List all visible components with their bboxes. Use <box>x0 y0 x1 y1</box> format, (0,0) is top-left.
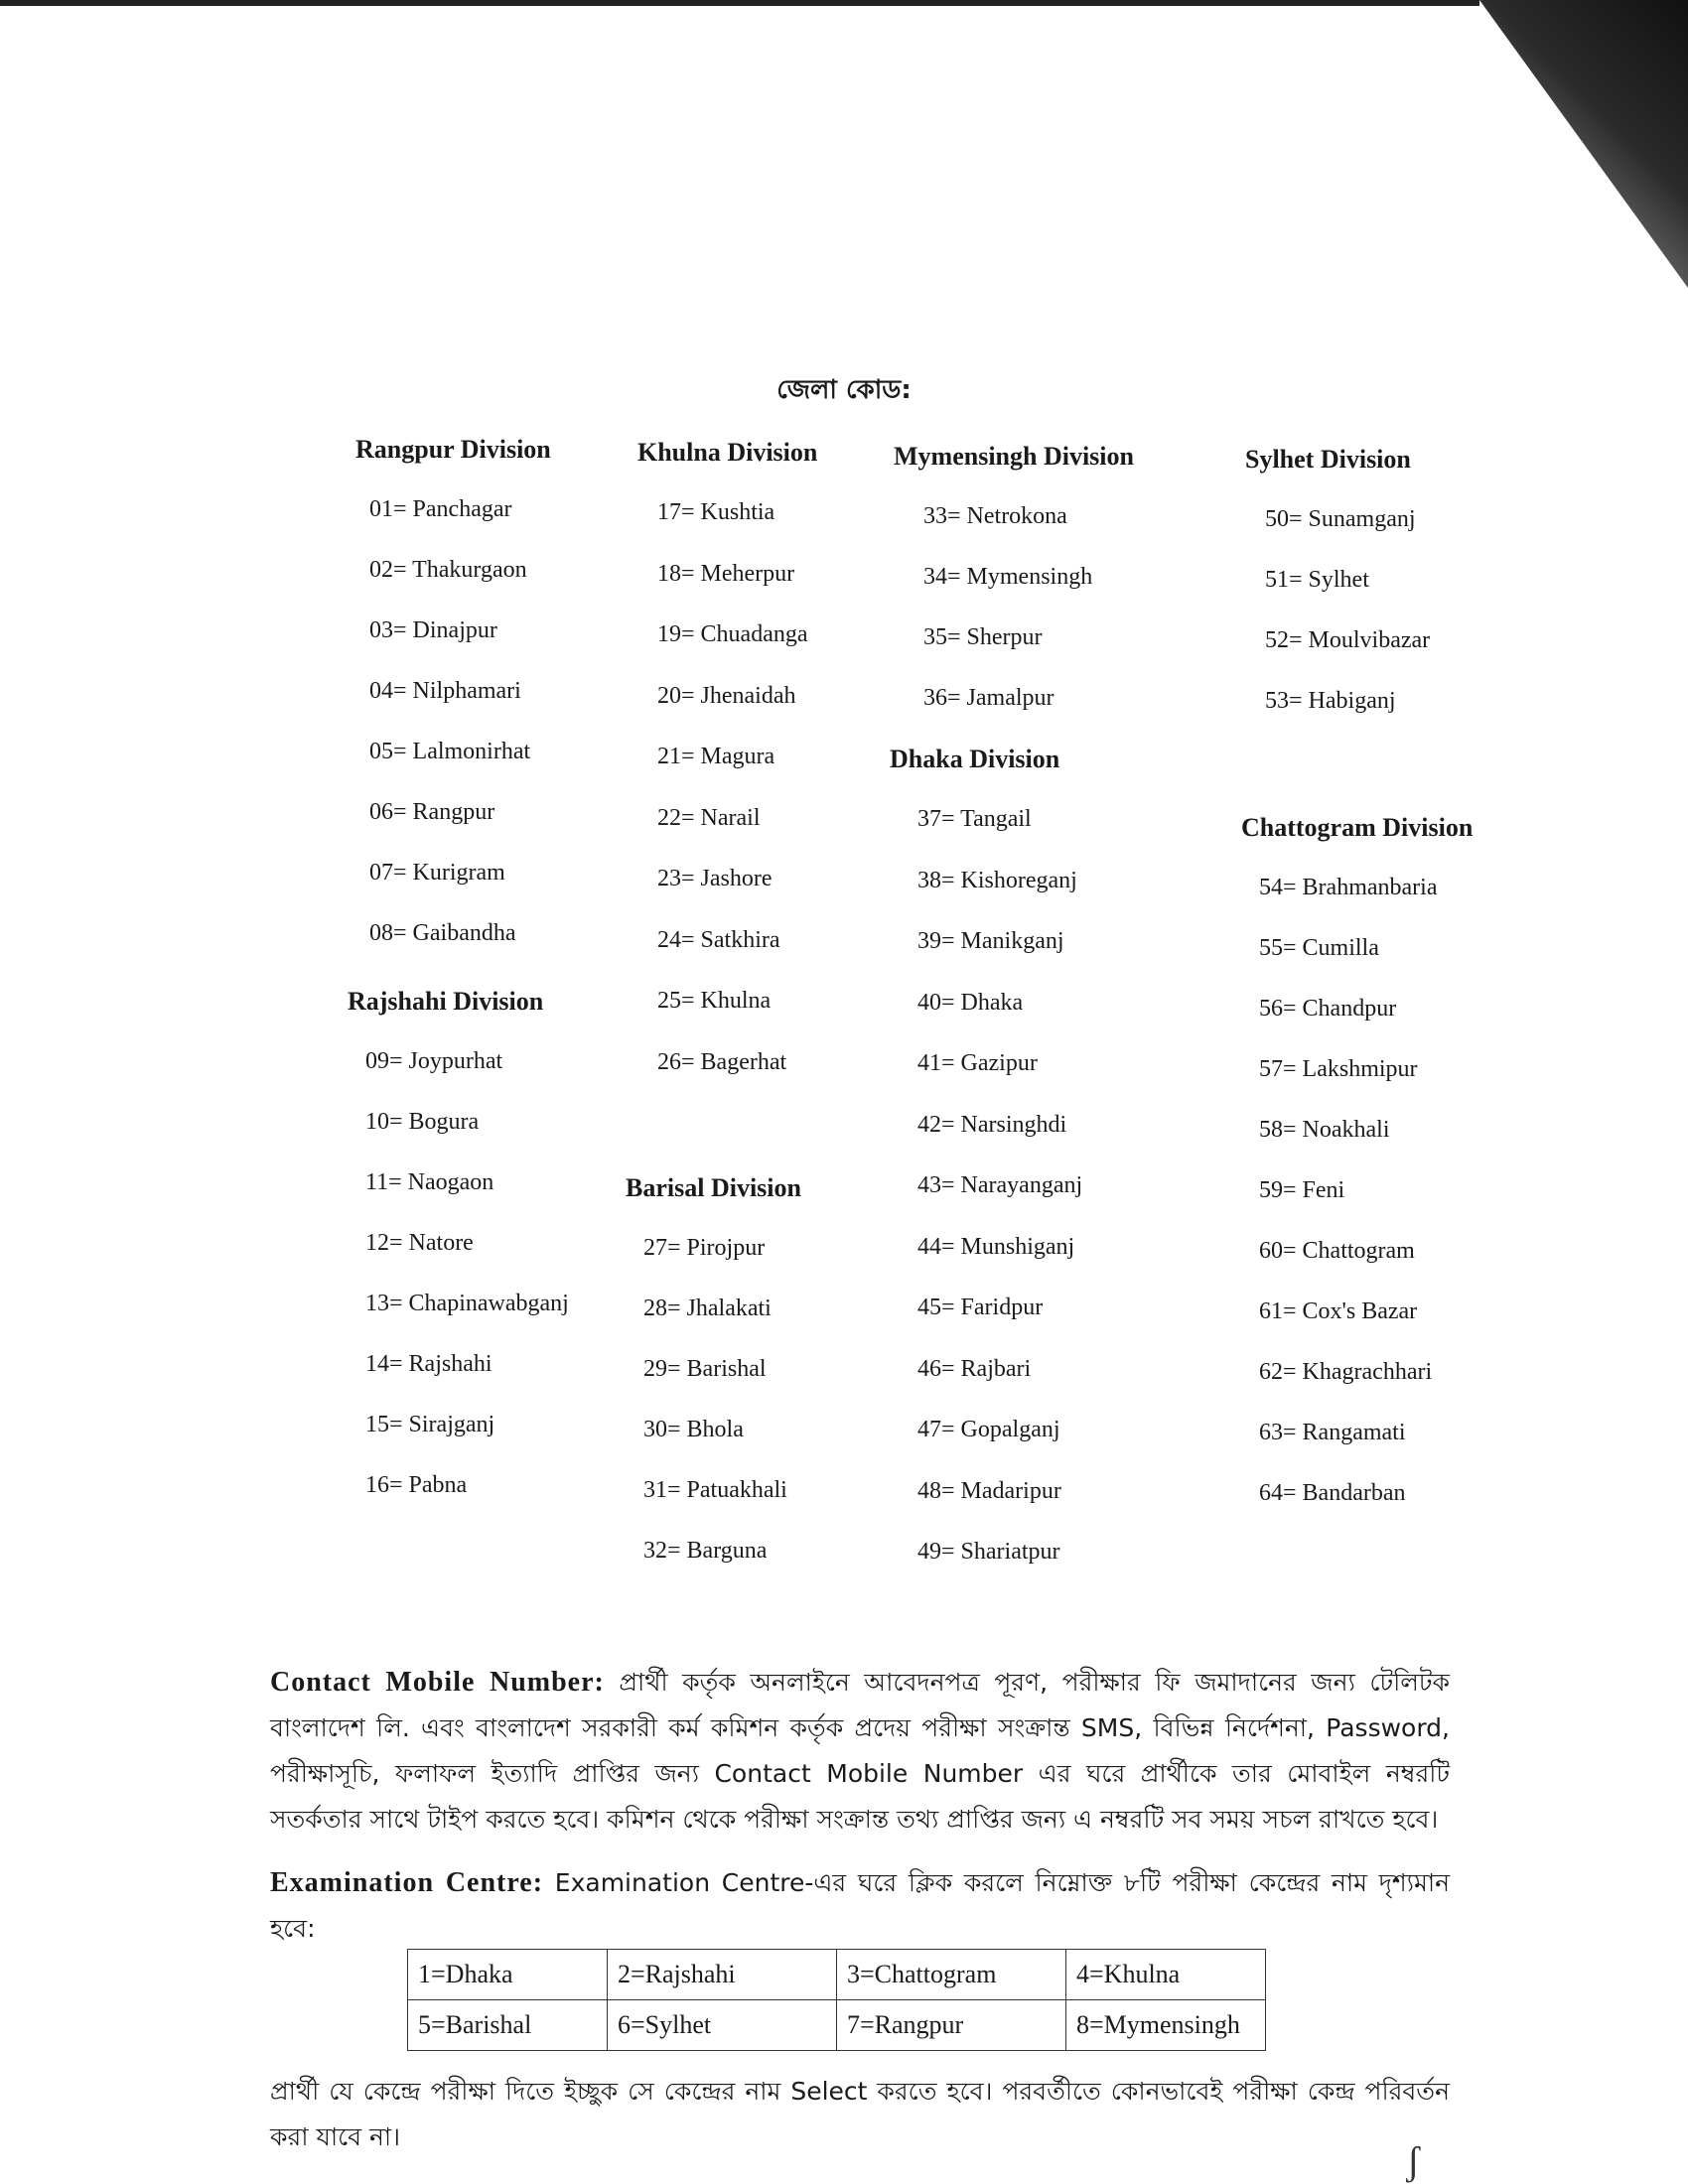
district-code-item: 64= Bandarban <box>1259 1480 1406 1506</box>
district-code-item: 37= Tangail <box>917 806 1032 832</box>
district-code-item: 17= Kushtia <box>657 499 775 525</box>
district-code-item: 07= Kurigram <box>369 860 505 886</box>
division-heading: Dhaka Division <box>890 745 1060 773</box>
district-code-item: 56= Chandpur <box>1259 996 1397 1022</box>
district-code-item: 50= Sunamganj <box>1265 506 1416 532</box>
district-code-item: 25= Khulna <box>657 988 772 1014</box>
district-code-item: 08= Gaibandha <box>369 920 516 946</box>
district-code-item: 09= Joypurhat <box>365 1048 503 1074</box>
district-code-item: 10= Bogura <box>365 1109 480 1135</box>
district-code-item: 16= Pabna <box>365 1472 468 1498</box>
contact-lead: Contact Mobile Number: <box>270 1667 605 1698</box>
district-code-item: 02= Thakurgaon <box>369 557 527 583</box>
district-code-item: 60= Chattogram <box>1259 1238 1415 1264</box>
district-code-item: 13= Chapinawabganj <box>365 1291 569 1316</box>
centre-cell: 1=Dhaka <box>408 1950 608 2000</box>
table-row <box>408 2000 1266 2051</box>
district-code-item: 53= Habiganj <box>1265 688 1396 714</box>
contact-paragraph <box>270 1660 1450 1843</box>
district-code-item: 63= Rangamati <box>1259 1420 1406 1445</box>
table-row <box>408 1950 1266 2000</box>
district-code-item: 45= Faridpur <box>917 1295 1044 1320</box>
district-code-item: 46= Rajbari <box>917 1355 1032 1382</box>
district-code-item: 20= Jhenaidah <box>657 682 796 709</box>
page-title: জেলা কোড: <box>776 375 912 405</box>
district-code-item: 48= Madaripur <box>917 1477 1061 1504</box>
centre-cell: 4=Khulna <box>1066 1950 1266 2000</box>
district-code-item: 18= Meherpur <box>657 560 795 587</box>
district-code-item: 29= Barishal <box>643 1356 767 1382</box>
district-code-item: 43= Narayanganj <box>917 1172 1083 1198</box>
district-code-item: 30= Bhola <box>643 1417 744 1442</box>
district-code-item: 40= Dhaka <box>917 989 1024 1016</box>
district-code-item: 06= Rangpur <box>369 799 495 825</box>
district-code-item: 38= Kishoreganj <box>917 867 1077 893</box>
district-code-item: 01= Panchagar <box>369 496 512 522</box>
folded-corner <box>1479 0 1688 288</box>
pen-mark: ʃ <box>1406 2138 1420 2183</box>
exam-text: Examination Centre-এর ঘরে ক্লিক করলে নিম্নোক্ত ৮টি পরীক্ষা কেন্দ্রের নাম দৃশ্যমান হবে: <box>270 1868 1451 1943</box>
district-code-item: 14= Rajshahi <box>365 1351 492 1377</box>
district-code-item: 26= Bagerhat <box>657 1048 787 1075</box>
exam-centre-table <box>407 1949 1266 2051</box>
district-code-item: 39= Manikganj <box>917 928 1064 954</box>
district-code-item: 35= Sherpur <box>923 624 1043 650</box>
centre-cell: 8=Mymensingh <box>1066 2000 1266 2051</box>
division-heading: Rangpur Division <box>355 435 551 464</box>
district-code-item: 31= Patuakhali <box>643 1477 787 1503</box>
district-code-item: 42= Narsinghdi <box>917 1111 1067 1138</box>
district-code-item: 59= Feni <box>1259 1177 1345 1203</box>
district-code-item: 62= Khagrachhari <box>1259 1359 1433 1385</box>
district-code-item: 49= Shariatpur <box>917 1539 1060 1565</box>
district-code-item: 51= Sylhet <box>1265 567 1369 593</box>
centre-cell: 7=Rangpur <box>837 2000 1066 2051</box>
contact-text: প্রার্থী কর্তৃক অনলাইনে আবেদনপত্র পূরণ, পরীক্ষার ফি জমাদানের জন্য টেলিটক বাংলাদেশ লি. এবং বাংলাদেশ সরকারী কর্ম কমিশন কর্তৃক প্রদেয় পরীক্ষা সংক্রান্ত SMS, বিভিন্ন নির্দেশনা, Password, পরীক্ষাসূচি, ফলাফল ইত্যাদি প্রাপ্তির জন্য Contact Mobile Number এর ঘরে প্রার্থীকে তার মোবাইল নম্বরটি সতর্কতার সাথে টাইপ করতে হবে। কমিশন থেকে পরীক্ষা সংক্রান্ত তথ্য প্রাপ্তির জন্য এ নম্বরটি সব সময় সচল রাখতে হবে। <box>270 1668 1450 1834</box>
division-heading: Rajshahi Division <box>348 987 544 1016</box>
division-heading: Barisal Division <box>626 1173 801 1202</box>
district-code-item: 12= Natore <box>365 1230 474 1256</box>
district-code-item: 11= Naogaon <box>365 1169 494 1195</box>
centre-cell: 6=Sylhet <box>608 2000 837 2051</box>
district-code-item: 61= Cox's Bazar <box>1259 1298 1418 1324</box>
district-code-item: 28= Jhalakati <box>643 1296 772 1321</box>
district-code-item: 57= Lakshmipur <box>1259 1056 1418 1082</box>
district-code-item: 19= Chuadanga <box>657 621 808 647</box>
district-code-item: 24= Satkhira <box>657 926 780 953</box>
centre-cell: 3=Chattogram <box>837 1950 1066 2000</box>
district-code-item: 03= Dinajpur <box>369 617 497 643</box>
district-code-item: 58= Noakhali <box>1259 1117 1390 1143</box>
district-code-item: 34= Mymensingh <box>923 564 1093 590</box>
district-code-item: 47= Gopalganj <box>917 1417 1060 1442</box>
district-code-item: 15= Sirajganj <box>365 1412 495 1437</box>
district-code-item: 22= Narail <box>657 804 761 831</box>
division-heading: Chattogram Division <box>1241 813 1474 842</box>
district-code-item: 52= Moulvibazar <box>1265 627 1431 653</box>
district-code-item: 05= Lalmonirhat <box>369 739 531 764</box>
district-code-item: 41= Gazipur <box>917 1050 1038 1076</box>
division-heading: Mymensingh Division <box>894 442 1134 471</box>
footer-note: প্রার্থী যে কেন্দ্রে পরীক্ষা দিতে ইচ্ছুক সে কেন্দ্রের নাম Select করতে হবে। পরবর্তীতে কোনভাবেই পরীক্ষা কেন্দ্র পরিবর্তন করা যাবে না। <box>270 2077 1450 2151</box>
district-code-item: 04= Nilphamari <box>369 678 521 704</box>
district-code-item: 44= Munshiganj <box>917 1233 1075 1260</box>
centre-cell: 2=Rajshahi <box>608 1950 837 2000</box>
district-code-item: 23= Jashore <box>657 866 773 891</box>
district-code-item: 27= Pirojpur <box>643 1235 766 1261</box>
district-code-item: 33= Netrokona <box>923 503 1067 529</box>
division-heading: Khulna Division <box>637 438 818 467</box>
district-code-item: 54= Brahmanbaria <box>1259 875 1438 900</box>
district-code-item: 36= Jamalpur <box>923 685 1055 711</box>
page-top-edge <box>0 0 1479 6</box>
district-code-item: 55= Cumilla <box>1259 935 1379 961</box>
district-code-item: 21= Magura <box>657 744 775 769</box>
division-heading: Sylhet Division <box>1245 445 1411 474</box>
centre-cell: 5=Barishal <box>408 2000 608 2051</box>
exam-lead: Examination Centre: <box>270 1867 544 1898</box>
district-code-item: 32= Barguna <box>643 1538 768 1564</box>
exam-paragraph <box>270 1860 1450 1952</box>
